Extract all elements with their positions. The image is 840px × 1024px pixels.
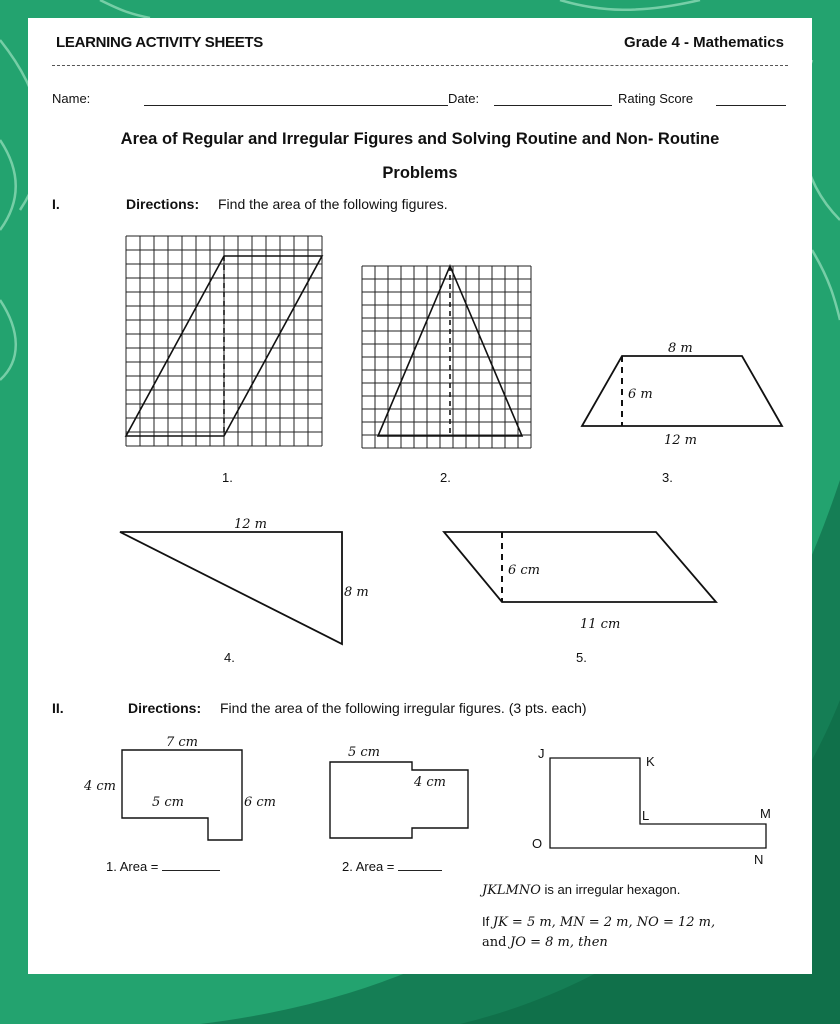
hexagon-caption (482, 882, 802, 898)
rating-label: Rating Score (618, 91, 694, 106)
vertex-m-label: M (760, 806, 771, 821)
condition-text-2: JO = 8 m, then (510, 935, 608, 950)
figure2-grid-triangle (360, 264, 542, 454)
hexagon-condition-2 (482, 934, 812, 950)
date-label: Date: (448, 91, 480, 106)
vertex-n-label: N (754, 852, 764, 867)
sheet-title: LEARNING ACTIVITY SHEETS (56, 34, 263, 51)
irregular1-right-label: 6 cm (244, 795, 277, 810)
section1-text: Find the area of the following figures. (218, 196, 448, 212)
date-field[interactable] (494, 91, 612, 106)
irregular-figure1 (78, 730, 288, 860)
grade-subject: Grade 4 - Mathematics (623, 34, 784, 51)
irregular2-answer (342, 858, 442, 874)
condition-text-1: JK = 5 m, MN = 2 m, NO = 12 m, (492, 915, 716, 930)
vertex-j-label: J (538, 746, 545, 761)
student-fields (52, 91, 792, 111)
figure4-side-label: 8 m (344, 585, 369, 600)
figure5-base-label: 11 cm (580, 617, 621, 632)
and-word: and (482, 935, 507, 950)
figure4-number: 4. (224, 650, 235, 665)
irregular2-answer-label: 2. Area = (342, 859, 395, 874)
worksheet-title-line1: Area of Regular and Irregular Figures and Solving Routine and Non- Routine (120, 130, 720, 148)
figure5-parallelogram (440, 526, 720, 636)
irregular2-top-label: 5 cm (348, 745, 381, 760)
section2-directions (52, 700, 792, 718)
irregular-figure2 (318, 742, 478, 852)
irregular-figure3-hexagon (528, 744, 788, 874)
worksheet-page (28, 18, 812, 974)
figure2-number: 2. (440, 470, 451, 485)
irregular1-answer (106, 858, 220, 874)
irregular1-answer-blank[interactable] (162, 858, 220, 871)
figure3-number: 3. (662, 470, 673, 485)
figure3-height-label: 6 m (628, 387, 653, 402)
figure5-height-label: 6 cm (508, 563, 541, 578)
section2-number: II. (52, 700, 64, 716)
irregular1-top-label: 7 cm (166, 735, 199, 750)
header-divider (52, 65, 788, 66)
name-field[interactable] (144, 91, 448, 106)
figure1-grid-parallelogram (124, 234, 324, 454)
figure3-bottom-label: 12 m (664, 433, 698, 448)
hexagon-condition-1 (482, 914, 812, 930)
vertex-l-label: L (642, 808, 650, 823)
section1-label: Directions: (126, 196, 200, 212)
figure3-top-label: 8 m (668, 341, 693, 356)
section1-directions (52, 196, 792, 214)
section2-label: Directions: (128, 700, 202, 716)
irregular1-inner-label: 5 cm (152, 795, 185, 810)
figure4-right-triangle (114, 514, 369, 650)
if-word: If (482, 914, 490, 929)
section2-text: Find the area of the following irregular figures. (3 pts. each) (220, 700, 587, 716)
figure1-number: 1. (222, 470, 233, 485)
hexagon-caption-text: is an irregular hexagon. (540, 882, 681, 897)
figure4-top-label: 12 m (234, 517, 268, 532)
rating-field[interactable] (716, 91, 786, 106)
hexagon-name: JKLMNO (482, 883, 541, 898)
vertex-k-label: K (646, 754, 655, 769)
figure1-parallelogram (126, 256, 322, 436)
irregular1-left-label: 4 cm (84, 779, 117, 794)
figure5-number: 5. (576, 650, 587, 665)
irregular2-right-label: 4 cm (414, 775, 447, 790)
section1-number: I. (52, 196, 60, 212)
irregular2-answer-blank[interactable] (398, 858, 442, 871)
name-label: Name: (52, 91, 91, 106)
irregular1-answer-label: 1. Area = (106, 859, 159, 874)
worksheet-title-line2: Problems (382, 164, 458, 182)
vertex-o-label: O (532, 836, 543, 851)
figure3-trapezoid (576, 338, 792, 448)
